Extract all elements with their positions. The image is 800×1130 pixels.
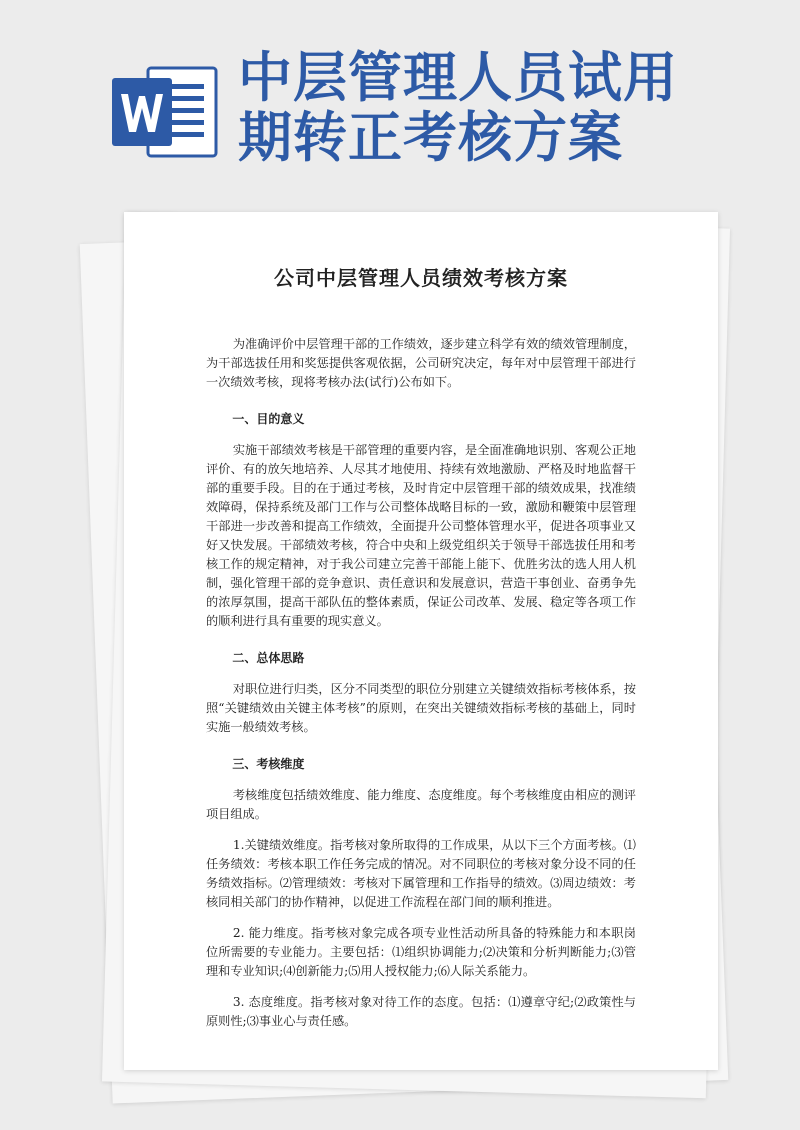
section-paragraph: 实施干部绩效考核是干部管理的重要内容，是全面准确地识别、客观公正地评价、有的放矢地培养、人尽其才地使用、持续有效地激励、严格及时地监督干部的重要手段。目的在于通过考核，及时肯定中层管理干部的绩效成果，找准绩效障碍，保持系统及部门工作与公司整体战略目标的一致，激励和鞭策中层管理干部进一步改善和提高工作绩效，全面提升公司整体管理水平，促进各项事业又好又快发展。干部绩效考核，符合中央和上级党组织关于领导干部选拔任用和考核工作的规定精神，对于我公司建立完善干部能上能下、优胜劣汰的选人用人机制，强化管理干部的竞争意识、责任意识和发展意识，营造干事创业、奋勇争先的浓厚氛围，提高干部队伍的整体素质，保证公司改革、发展、稳定等各项工作的顺利进行具有重要的现实意义。 xyxy=(206,443,636,628)
section-paragraph: 3. 态度维度。指考核对象对待工作的态度。包括：⑴遵章守纪;⑵政策性与原则性;⑶事业心与责任感。 xyxy=(206,995,636,1028)
word-document-icon xyxy=(108,62,220,162)
section-paragraph: 考核维度包括绩效维度、能力维度、态度维度。每个考核维度由相应的测评项目组成。 xyxy=(206,788,636,821)
section-paragraph: 1.关键绩效维度。指考核对象所取得的工作成果，从以下三个方面考核。⑴任务绩效：考核本职工作任务完成的情况。对不同职位的考核对象分设不同的任务绩效指标。⑵管理绩效：考核对下属管理和工作指导的绩效。⑶周边绩效：考核同相关部门的协作精神，以促进工作流程在部门间的顺利推进。 xyxy=(206,838,636,909)
section-heading-dimensions: 三、考核维度 xyxy=(232,757,305,771)
watermark xyxy=(16,157,44,187)
section-heading-purpose: 一、目的意义 xyxy=(232,412,305,426)
section-paragraph: 2. 能力维度。指考核对象完成各项专业性活动所具备的特殊能力和本职岗位所需要的专业能力。主要包括：⑴组织协调能力;⑵决策和分析判断能力;⑶管理和专业知识;⑷创新能力;⑸用人授权能力;⑹人际关系能力。 xyxy=(206,926,636,978)
banner-title: 中层管理人员试用期转正考核方案 xyxy=(238,46,678,169)
intro-paragraph: 为准确评价中层管理干部的工作绩效，逐步建立科学有效的绩效管理制度，为干部选拔任用和奖惩提供客观依据，公司研究决定，每年对中层管理干部进行一次绩效考核，现将考核办法(试行)公布如下。 xyxy=(206,337,636,389)
document-title: 公司中层管理人员绩效考核方案 xyxy=(274,266,568,290)
document-page xyxy=(124,212,718,1070)
section-paragraph: 对职位进行归类，区分不同类型的职位分别建立关键绩效指标考核体系，按照“关键绩效由关键主体考核”的原则，在突出关键绩效指标考核的基础上，同时实施一般绩效考核。 xyxy=(206,682,636,734)
section-heading-approach: 二、总体思路 xyxy=(232,651,305,665)
